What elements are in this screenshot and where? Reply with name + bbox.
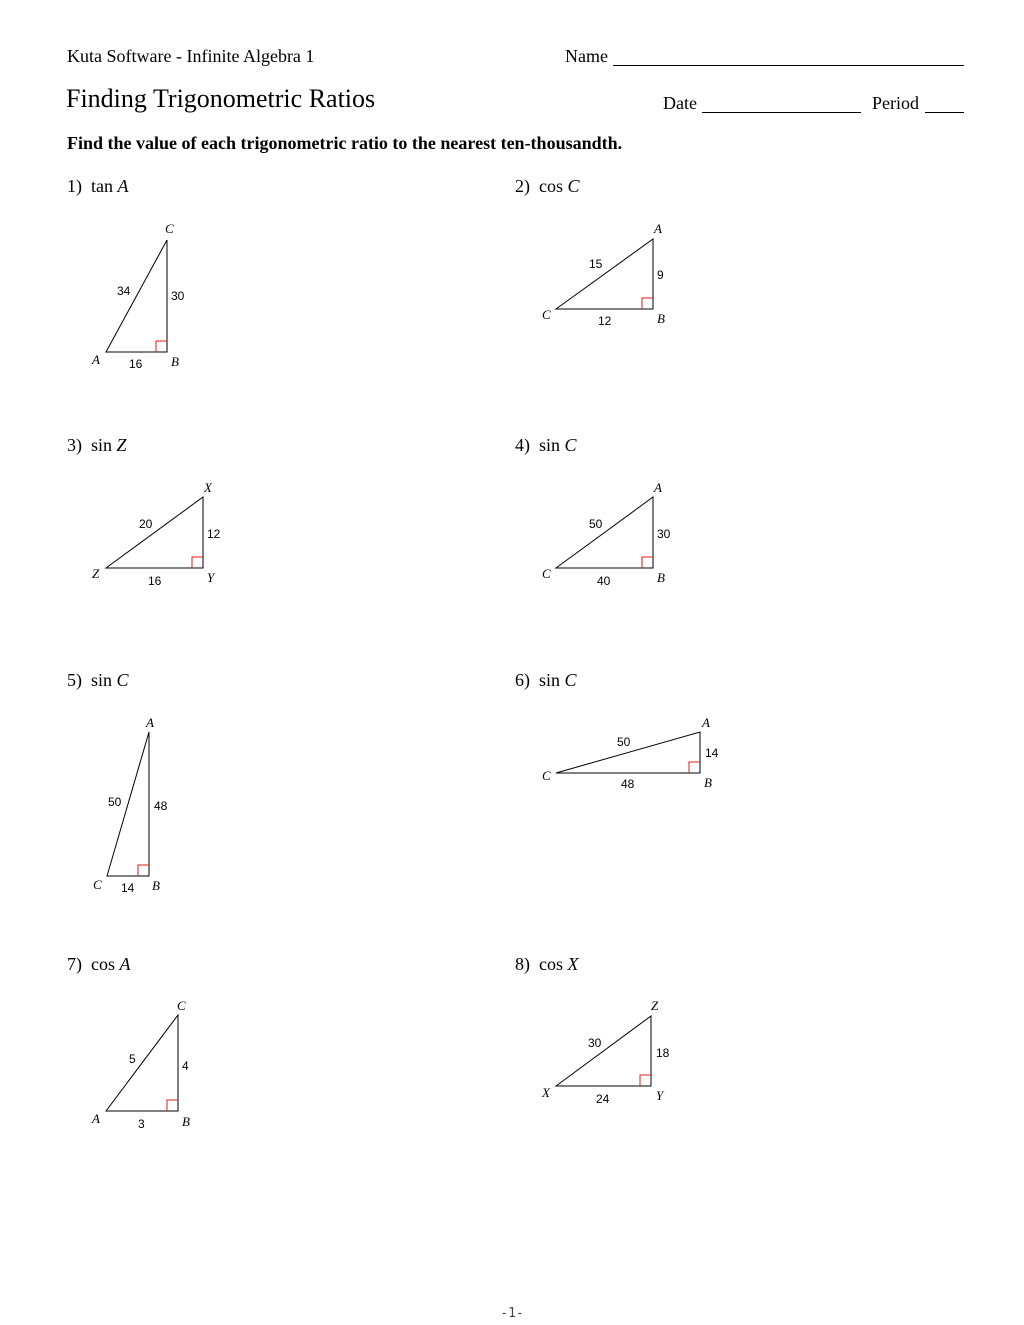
triangle-outline: [106, 1015, 178, 1111]
vertex-label: A: [92, 1111, 100, 1126]
period-label: Period: [872, 93, 919, 113]
triangle-outline: [556, 239, 653, 309]
side-label: 48: [621, 777, 635, 791]
vertex-label: B: [704, 775, 712, 790]
side-label: 16: [148, 574, 162, 588]
vertex-label: A: [654, 480, 662, 495]
problem-7-label: [67, 954, 131, 975]
trig-function: cos: [539, 954, 563, 974]
side-label: 12: [207, 527, 221, 541]
side-label: 5: [129, 1052, 136, 1066]
problem-6-label: [515, 670, 577, 691]
vertex-label: C: [177, 998, 186, 1013]
side-label: 24: [596, 1092, 610, 1106]
worksheet-title: Finding Trigonometric Ratios: [66, 84, 376, 113]
problem-number: 6): [515, 670, 530, 690]
side-label: 9: [657, 268, 664, 282]
vertex-label: Z: [651, 998, 659, 1013]
triangle-outline: [106, 240, 167, 352]
trig-function: tan: [91, 176, 113, 196]
side-label: 15: [589, 257, 603, 271]
right-angle-mark: [138, 865, 149, 876]
side-label: 50: [108, 795, 122, 809]
angle-variable: C: [567, 176, 580, 196]
side-label: 30: [588, 1036, 602, 1050]
software-header: Kuta Software - Infinite Algebra 1: [67, 46, 315, 66]
side-label: 34: [117, 284, 131, 298]
triangle-figure-8: [541, 998, 670, 1106]
triangle-outline: [106, 497, 203, 568]
problem-1-label: [67, 176, 129, 197]
side-label: 3: [138, 1117, 145, 1131]
vertex-label: A: [146, 715, 154, 730]
problem-number: 4): [515, 435, 530, 455]
side-label: 50: [589, 517, 603, 531]
vertex-label: B: [152, 878, 160, 893]
side-label: 12: [598, 314, 612, 328]
angle-variable: A: [117, 176, 129, 196]
right-angle-mark: [156, 341, 167, 352]
trig-function: cos: [539, 176, 563, 196]
side-label: 40: [597, 574, 611, 588]
angle-variable: C: [116, 670, 129, 690]
vertex-label: B: [182, 1114, 190, 1129]
vertex-label: C: [542, 566, 551, 581]
side-label: 50: [617, 735, 631, 749]
vertex-label: Y: [207, 570, 215, 585]
vertex-label: X: [204, 480, 212, 495]
triangle-outline: [556, 497, 653, 568]
side-label: 16: [129, 357, 143, 371]
triangle-figure-2: [542, 221, 665, 328]
triangle-outline: [556, 1016, 651, 1086]
vertex-label: Y: [656, 1088, 664, 1103]
right-angle-mark: [192, 557, 203, 568]
vertex-label: C: [542, 768, 551, 783]
problem-3-label: [67, 435, 127, 456]
trig-function: cos: [91, 954, 115, 974]
side-label: 20: [139, 517, 153, 531]
vertex-label: B: [657, 570, 665, 585]
vertex-label: A: [92, 352, 100, 367]
date-label: Date: [663, 93, 697, 113]
problem-number: 7): [67, 954, 82, 974]
side-label: 18: [656, 1046, 670, 1060]
triangle-figure-5: [93, 715, 168, 895]
side-label: 4: [182, 1059, 189, 1073]
side-label: 14: [705, 746, 719, 760]
vertex-label: Z: [92, 566, 100, 581]
period-blank-line[interactable]: [925, 112, 964, 113]
angle-variable: A: [119, 954, 131, 974]
vertex-label: B: [171, 354, 179, 369]
triangle-outline: [556, 732, 700, 773]
trig-function: sin: [539, 670, 561, 690]
date-blank-line[interactable]: [702, 112, 861, 113]
trig-function: sin: [91, 435, 113, 455]
side-label: 30: [657, 527, 671, 541]
page-number: -1-: [500, 1306, 524, 1321]
trig-function: sin: [91, 670, 113, 690]
side-label: 30: [171, 289, 185, 303]
vertex-label: A: [702, 715, 710, 730]
right-angle-mark: [642, 298, 653, 309]
side-label: 48: [154, 799, 168, 813]
right-angle-mark: [640, 1075, 651, 1086]
instructions: Find the value of each trigonometric ratio to the nearest ten-thousandth.: [67, 133, 623, 153]
triangle-figure-7: [91, 998, 190, 1131]
problem-number: 1): [67, 176, 82, 196]
problem-2-label: [515, 176, 580, 197]
triangle-figure-6: [542, 715, 719, 791]
triangle-figure-3: [92, 480, 221, 588]
problem-number: 3): [67, 435, 82, 455]
angle-variable: X: [567, 954, 579, 974]
vertex-label: B: [657, 311, 665, 326]
vertex-label: X: [542, 1085, 550, 1100]
name-blank-line[interactable]: [613, 65, 964, 66]
angle-variable: Z: [116, 435, 127, 455]
vertex-label: C: [93, 877, 102, 892]
problem-number: 5): [67, 670, 82, 690]
vertex-label: A: [654, 221, 662, 236]
name-label: Name: [565, 46, 608, 66]
problem-number: 8): [515, 954, 530, 974]
problem-5-label: [67, 670, 129, 691]
vertex-label: C: [165, 221, 174, 236]
triangle-figure-4: [542, 480, 671, 588]
triangle-outline: [107, 732, 149, 876]
triangle-figure-1: [91, 221, 185, 371]
side-label: 14: [121, 881, 135, 895]
angle-variable: C: [564, 435, 577, 455]
right-angle-mark: [167, 1100, 178, 1111]
vertex-label: C: [542, 307, 551, 322]
problem-number: 2): [515, 176, 530, 196]
right-angle-mark: [642, 557, 653, 568]
right-angle-mark: [689, 762, 700, 773]
angle-variable: C: [564, 670, 577, 690]
problem-8-label: [515, 954, 579, 975]
problem-4-label: [515, 435, 577, 456]
trig-function: sin: [539, 435, 561, 455]
